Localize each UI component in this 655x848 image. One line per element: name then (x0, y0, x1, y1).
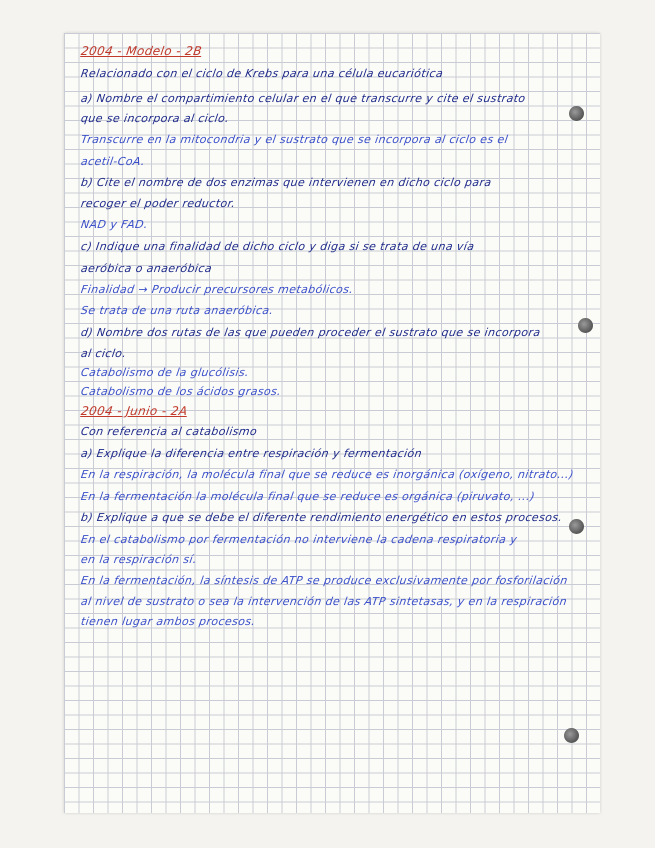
binder-hole-4 (564, 728, 579, 743)
question-line: a) Explique la diferencia entre respiración y fermentación (80, 447, 423, 460)
binder-hole-1 (569, 106, 584, 121)
answer-line: Catabolismo de la glucólisis. (80, 366, 250, 379)
answer-line: Transcurre en la mitocondria y el sustrato que se incorpora al ciclo es el (80, 133, 510, 146)
question-line: c) Indique una finalidad de dicho ciclo y diga si se trata de una vía (80, 240, 476, 253)
question-line: recoger el poder reductor. (80, 197, 237, 210)
answer-line: en la respiración sí. (80, 553, 198, 566)
answer-line: En la fermentación, la síntesis de ATP se produce exclusivamente por fosforilación (80, 574, 569, 587)
question-line: Con referencia al catabolismo (80, 425, 259, 438)
notebook-page (64, 33, 600, 813)
answer-line: al nivel de sustrato o sea la intervención de las ATP sintetasas, y en la respiración (80, 595, 568, 608)
answer-line: En el catabolismo por fermentación no interviene la cadena respiratoria y (80, 533, 519, 546)
question-line: b) Cite el nombre de dos enzimas que intervienen en dicho ciclo para (80, 176, 493, 189)
question-line: b) Explique a que se debe el diferente rendimiento energético en estos procesos. (80, 511, 564, 524)
question-line: a) Nombre el compartimiento celular en el que transcurre y cite el sustrato (80, 92, 527, 105)
answer-line: En la fermentación la molécula final que se reduce es orgánica (piruvato, ...) (80, 490, 536, 503)
answer-line: NAD y FAD. (80, 218, 149, 231)
question-line: d) Nombre dos rutas de las que pueden proceder el sustrato que se incorpora (80, 326, 542, 339)
answer-line: Finalidad → Producir precursores metabólicos. (80, 283, 355, 296)
section-heading: 2004 - Modelo - 2B (80, 44, 203, 58)
question-line: que se incorpora al ciclo. (80, 112, 231, 125)
question-line: Relacionado con el ciclo de Krebs para una célula eucariótica (80, 67, 445, 80)
binder-hole-2 (578, 318, 593, 333)
answer-line: acetil-CoA. (80, 155, 146, 168)
binder-hole-3 (569, 519, 584, 534)
answer-line: Se trata de una ruta anaeróbica. (80, 304, 275, 317)
answer-line: tienen lugar ambos procesos. (80, 615, 257, 628)
question-line: al ciclo. (80, 347, 128, 360)
question-line: aeróbica o anaeróbica (80, 262, 213, 275)
answer-line: Catabolismo de los ácidos grasos. (80, 385, 283, 398)
answer-line: En la respiración, la molécula final que se reduce es inorgánica (oxígeno, nitrato...) (80, 468, 575, 481)
section-heading: 2004 - Junio - 2A (80, 404, 189, 418)
